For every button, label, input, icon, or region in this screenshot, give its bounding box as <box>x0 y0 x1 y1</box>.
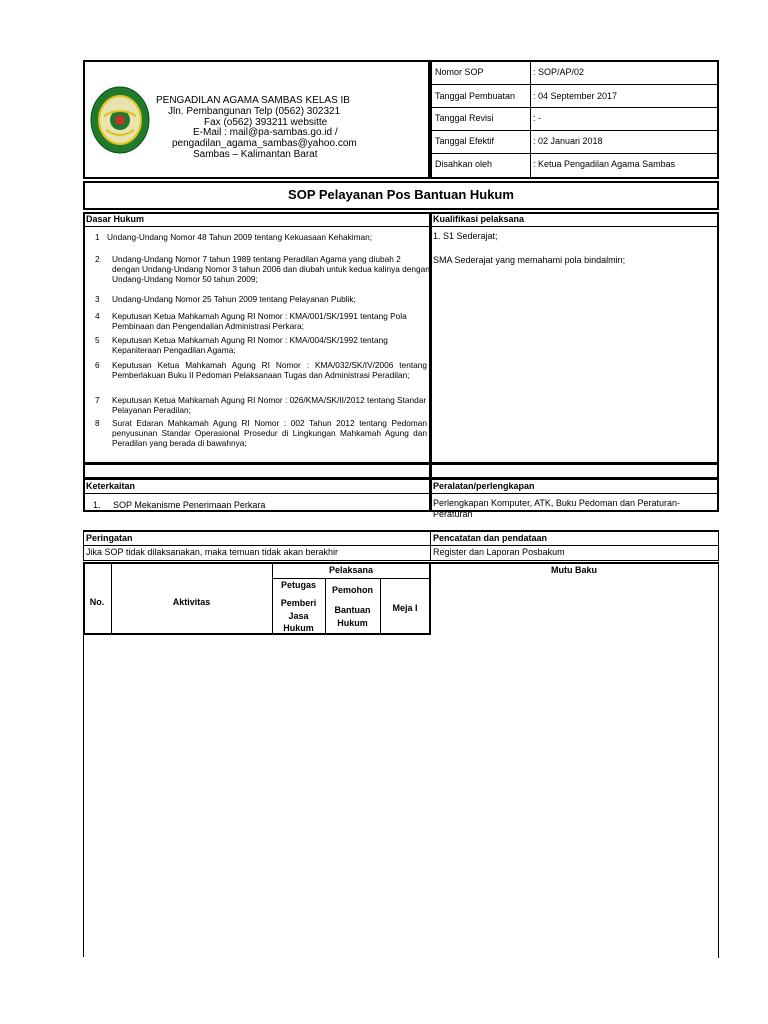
meta-value-nomor: : SOP/AP/02 <box>533 67 585 77</box>
peringatan-heading: Peringatan <box>86 533 133 543</box>
dasar-hukum-no-3: 3 <box>95 294 100 304</box>
col-pelaksana: Pelaksana <box>328 565 374 575</box>
peralatan-heading: Peralatan/perlengkapan <box>433 481 535 491</box>
meta-value-revisi: : - <box>533 113 541 123</box>
meta-value-efektif: : 02 Januari 2018 <box>533 136 603 146</box>
meta-label-revisi: Tanggal Revisi <box>435 113 494 123</box>
court-logo <box>90 86 150 154</box>
col-petugas: Petugas <box>280 580 316 590</box>
col-pemohon: Pemohon <box>331 585 373 595</box>
kualifikasi-heading: Kualifikasi pelaksana <box>433 214 525 224</box>
dasar-hukum-text-8: Surat Edaran Mahkamah Agung RI Nomor : 002 Tahun 2012 tentang Pedoman penyusunan Standar Operasional Prosedur di Lingkungan Mahkamah Agung dan Peradilan yang berada di bawahnya; <box>112 418 427 448</box>
col-mutu-baku: Mutu Baku <box>551 565 597 575</box>
col-meja: Meja I <box>392 603 418 613</box>
institution-name: PENGADILAN AGAMA SAMBAS KELAS IB <box>156 95 350 106</box>
address-line-4: pengadilan_agama_sambas@yahoo.com <box>172 138 357 149</box>
dasar-hukum-no-8: 8 <box>95 418 100 428</box>
dasar-hukum-no-5: 5 <box>95 335 100 345</box>
meta-label-nomor: Nomor SOP <box>435 67 484 77</box>
address-line-3: E-Mail : mail@pa-sambas.go.id / <box>193 127 338 138</box>
separator-left <box>83 463 431 479</box>
col-pemberi-jasa-hukum: Pemberi Jasa Hukum <box>280 598 317 633</box>
dasar-hukum-no-7: 7 <box>95 395 100 405</box>
meta-value-pembuatan: : 04 September 2017 <box>533 91 618 101</box>
meta-label-disahkan: Disahkan oleh <box>435 159 493 169</box>
keterkaitan-heading: Keterkaitan <box>86 481 136 491</box>
kualifikasi-item-2: SMA Sederajat yang memahami pola bindalmin; <box>433 255 626 265</box>
dasar-hukum-text-6: Keputusan Ketua Mahkamah Agung RI Nomor : KMA/032/SK/IV/2006 tentang Pemberlakuan Buku II Pedoman Pelaksanaan Tugas dan Administrasi Peradilan; <box>112 360 427 380</box>
address-line-1: Jln. Pembangunan Telp (0562) 302321 <box>168 106 341 117</box>
dasar-hukum-no-6: 6 <box>95 360 100 370</box>
meta-value-disahkan: : Ketua Pengadilan Agama Sambas <box>533 159 676 169</box>
pencatatan-heading: Pencatatan dan pendataan <box>433 533 548 543</box>
col-bantuan-hukum: Bantuan Hukum <box>334 605 371 628</box>
separator-right <box>430 463 719 479</box>
dasar-hukum-text-2: Undang-Undang Nomor 7 tahun 1989 tentang Peradilan Agama yang diubah 2 dengan Undang-Undang Nomor 3 tahun 2006 dan diubah untuk kedua kalinya dengan Undang-Undang Nomor 50 tahun 2009; <box>112 254 430 284</box>
dasar-hukum-heading: Dasar Hukum <box>86 214 145 224</box>
meta-label-efektif: Tanggal Efektif <box>435 136 495 146</box>
col-aktivitas: Aktivitas <box>172 597 211 607</box>
meta-label-pembuatan: Tanggal Pembuatan <box>435 91 516 101</box>
keterkaitan-text-1: SOP Mekanisme Penerimaan Perkara <box>113 500 266 510</box>
dasar-hukum-no-1: 1 <box>95 232 100 242</box>
dasar-hukum-text-3: Undang-Undang Nomor 25 Tahun 2009 tentang Pelayanan Publik; <box>112 294 356 304</box>
kualifikasi-box <box>430 212 719 464</box>
keterkaitan-no-1: 1. <box>93 500 101 510</box>
dasar-hukum-text-1: Undang-Undang Nomor 48 Tahun 2009 tentang Kekuasaan Kehakiman; <box>107 232 373 242</box>
dasar-hukum-no-4: 4 <box>95 311 100 321</box>
peringatan-text: Jika SOP tidak dilaksanakan, maka temuan tidak akan berakhir <box>86 547 338 557</box>
dasar-hukum-text-5: Keputusan Ketua Mahkamah Agung RI Nomor : KMA/004/SK/1992 tentang Kepaniteraan Pengadilan Agama; <box>112 335 388 355</box>
pencatatan-text: Register dan Laporan Posbakum <box>433 547 565 557</box>
peralatan-text: Perlengkapan Komputer, ATK, Buku Pedoman dan Peraturan-Peraturan <box>433 498 680 519</box>
col-no: No. <box>89 597 105 607</box>
kualifikasi-item-1: 1. S1 Sederajat; <box>433 231 498 241</box>
address-line-2: Fax (o562) 393211 websitte <box>204 117 328 128</box>
address-line-5: Sambas – Kalimantan Barat <box>193 149 318 160</box>
dasar-hukum-no-2: 2 <box>95 254 100 264</box>
dasar-hukum-text-4: Keputusan Ketua Mahkamah Agung RI Nomor : KMA/001/SK/1991 tentang Pola Pembinaan dan Pengendalian Administrasi Perkara; <box>112 311 407 331</box>
dasar-hukum-text-7: Keputusan Ketua Mahkamah Agung RI Nomor : 026/KMA/SK/II/2012 tentang Standar Pelayanan Peradilan; <box>112 395 427 415</box>
document-title: SOP Pelayanan Pos Bantuan Hukum <box>288 187 514 202</box>
court-seal-icon <box>90 86 150 154</box>
